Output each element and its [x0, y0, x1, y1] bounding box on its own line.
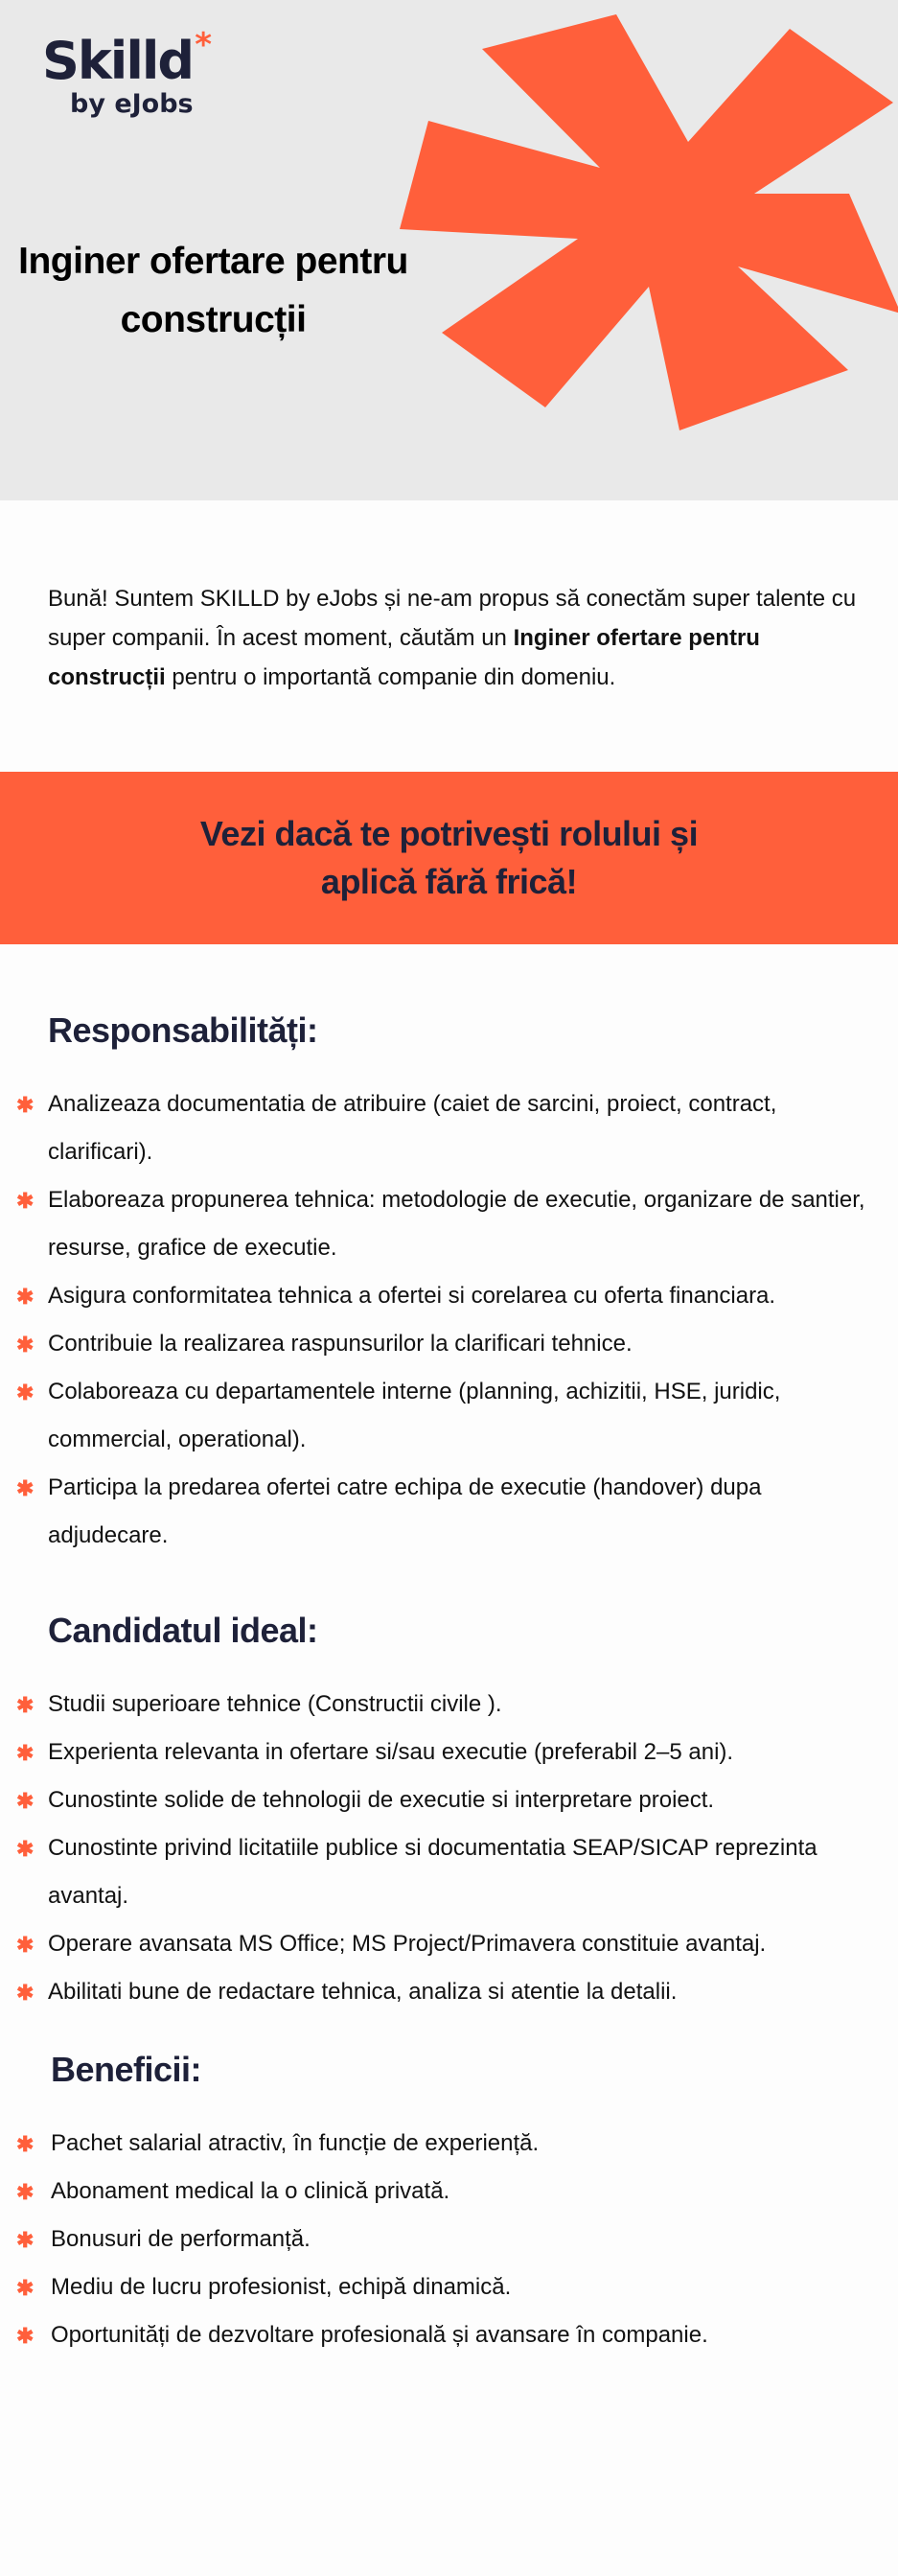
asterisk-bullet-icon: ✱ — [16, 1837, 35, 1861]
responsibilities-list — [16, 1080, 869, 1560]
section-title: Candidatul ideal: — [48, 1611, 318, 1650]
list-item-text: Studii superioare tehnice (Constructii civile ). — [48, 1691, 502, 1717]
skilld-logo — [42, 26, 210, 121]
list-item-text: Contribuie la realizarea raspunsurilor la clarificari tehnice. — [48, 1331, 633, 1357]
list-item-text: Experienta relevanta in ofertare si/sau executie (preferabil 2–5 ani). — [48, 1739, 734, 1765]
asterisk-bullet-icon: ✱ — [16, 2180, 35, 2204]
list-item — [16, 2216, 869, 2263]
intro-text: Bună! Suntem SKILLD by eJobs și ne-am propus să conectăm super talente cu super companii. În acest moment, căutăm un — [48, 586, 857, 651]
list-item — [16, 1824, 869, 1920]
list-item — [16, 1776, 869, 1824]
list-item — [16, 2120, 869, 2168]
list-item-text: Oportunități de dezvoltare profesională și avansare în companie. — [51, 2322, 708, 2348]
responsibilities-section — [0, 1010, 898, 1560]
asterisk-bullet-icon: ✱ — [16, 2228, 35, 2252]
asterisk-bullet-icon: ✱ — [16, 1741, 35, 1765]
list-item-text: Bonusuri de performanță. — [51, 2226, 311, 2252]
list-item — [16, 1968, 869, 2016]
candidate-list — [16, 1681, 869, 2016]
list-item — [16, 1729, 869, 1776]
list-item-text: Asigura conformitatea tehnica a ofertei si corelarea cu oferta financiara. — [48, 1283, 776, 1309]
list-item — [16, 2311, 869, 2359]
asterisk-bullet-icon: ✱ — [16, 1285, 35, 1309]
list-item-text: Abonament medical la o clinică privată. — [51, 2178, 450, 2204]
list-item-text: Abilitati bune de redactare tehnica, analiza si atentie la detalii. — [48, 1979, 678, 2005]
intro-text-end: pentru o importantă companie din domeniu. — [165, 664, 616, 690]
ideal-candidate-section — [0, 1610, 898, 2016]
logo-wordmark: Skilld — [42, 31, 193, 91]
asterisk-bullet-icon: ✱ — [16, 1981, 35, 2005]
benefits-section — [0, 2049, 898, 2359]
asterisk-bullet-icon: ✱ — [16, 1693, 35, 1717]
hero-banner — [0, 0, 898, 500]
asterisk-bullet-icon: ✱ — [16, 1381, 35, 1404]
page-bottom-spacer — [0, 2359, 898, 2551]
list-item — [16, 2168, 869, 2216]
logo-asterisk-icon: * — [195, 26, 210, 64]
asterisk-bullet-icon: ✱ — [16, 1933, 35, 1957]
list-item-text: Operare avansata MS Office; MS Project/Primavera constituie avantaj. — [48, 1931, 767, 1957]
section-title: Responsabilități: — [48, 1010, 318, 1050]
cta-banner — [0, 772, 898, 944]
list-item-text: Participa la predarea ofertei catre echipa de executie (handover) dupa adjudecare. — [48, 1474, 762, 1548]
asterisk-bullet-icon: ✱ — [16, 2132, 35, 2156]
asterisk-bullet-icon: ✱ — [16, 1189, 35, 1213]
asterisk-bullet-icon: ✱ — [16, 1333, 35, 1357]
list-item-text: Mediu de lucru profesionist, echipă dinamică. — [51, 2274, 512, 2300]
list-item — [16, 1272, 869, 1320]
job-title: Inginer ofertare pentru construcții — [18, 241, 408, 340]
benefits-list — [16, 2120, 869, 2359]
cta-text: Vezi dacă te potrivești rolului și aplică fără frică! — [199, 814, 699, 901]
asterisk-bullet-icon: ✱ — [16, 1476, 35, 1500]
asterisk-bullet-icon: ✱ — [16, 1789, 35, 1813]
logo-subtitle: by eJobs — [70, 89, 194, 119]
asterisk-bullet-icon: ✱ — [16, 2324, 35, 2348]
list-item — [16, 1464, 869, 1560]
list-item-text: Cunostinte solide de tehnologii de executie si interpretare proiect. — [48, 1787, 715, 1813]
list-item-text: Analizeaza documentatia de atribuire (caiet de sarcini, proiect, contract, clarificari). — [48, 1091, 777, 1165]
intro-job-title: Inginer ofertare pentru construcții — [48, 625, 760, 690]
list-item-text: Pachet salarial atractiv, în funcție de experiență. — [51, 2130, 540, 2156]
list-item-text: Cunostinte privind licitatiile publice si documentatia SEAP/SICAP reprezinta avantaj. — [48, 1835, 817, 1909]
list-item — [16, 1176, 869, 1272]
list-item — [16, 1368, 869, 1464]
asterisk-bullet-icon: ✱ — [16, 2276, 35, 2300]
list-item — [16, 1920, 869, 1968]
asterisk-bullet-icon: ✱ — [16, 1093, 35, 1117]
list-item — [16, 1681, 869, 1729]
list-item — [16, 1320, 869, 1368]
list-item-text: Elaboreaza propunerea tehnica: metodologie de executie, organizare de santier, resurse, grafice de executie. — [48, 1187, 865, 1261]
list-item — [16, 2263, 869, 2311]
list-item-text: Colaboreaza cu departamentele interne (planning, achizitii, HSE, juridic, commercial, operational). — [48, 1379, 781, 1452]
list-item — [16, 1080, 869, 1176]
intro-paragraph — [0, 500, 898, 772]
section-title: Beneficii: — [51, 2050, 202, 2089]
